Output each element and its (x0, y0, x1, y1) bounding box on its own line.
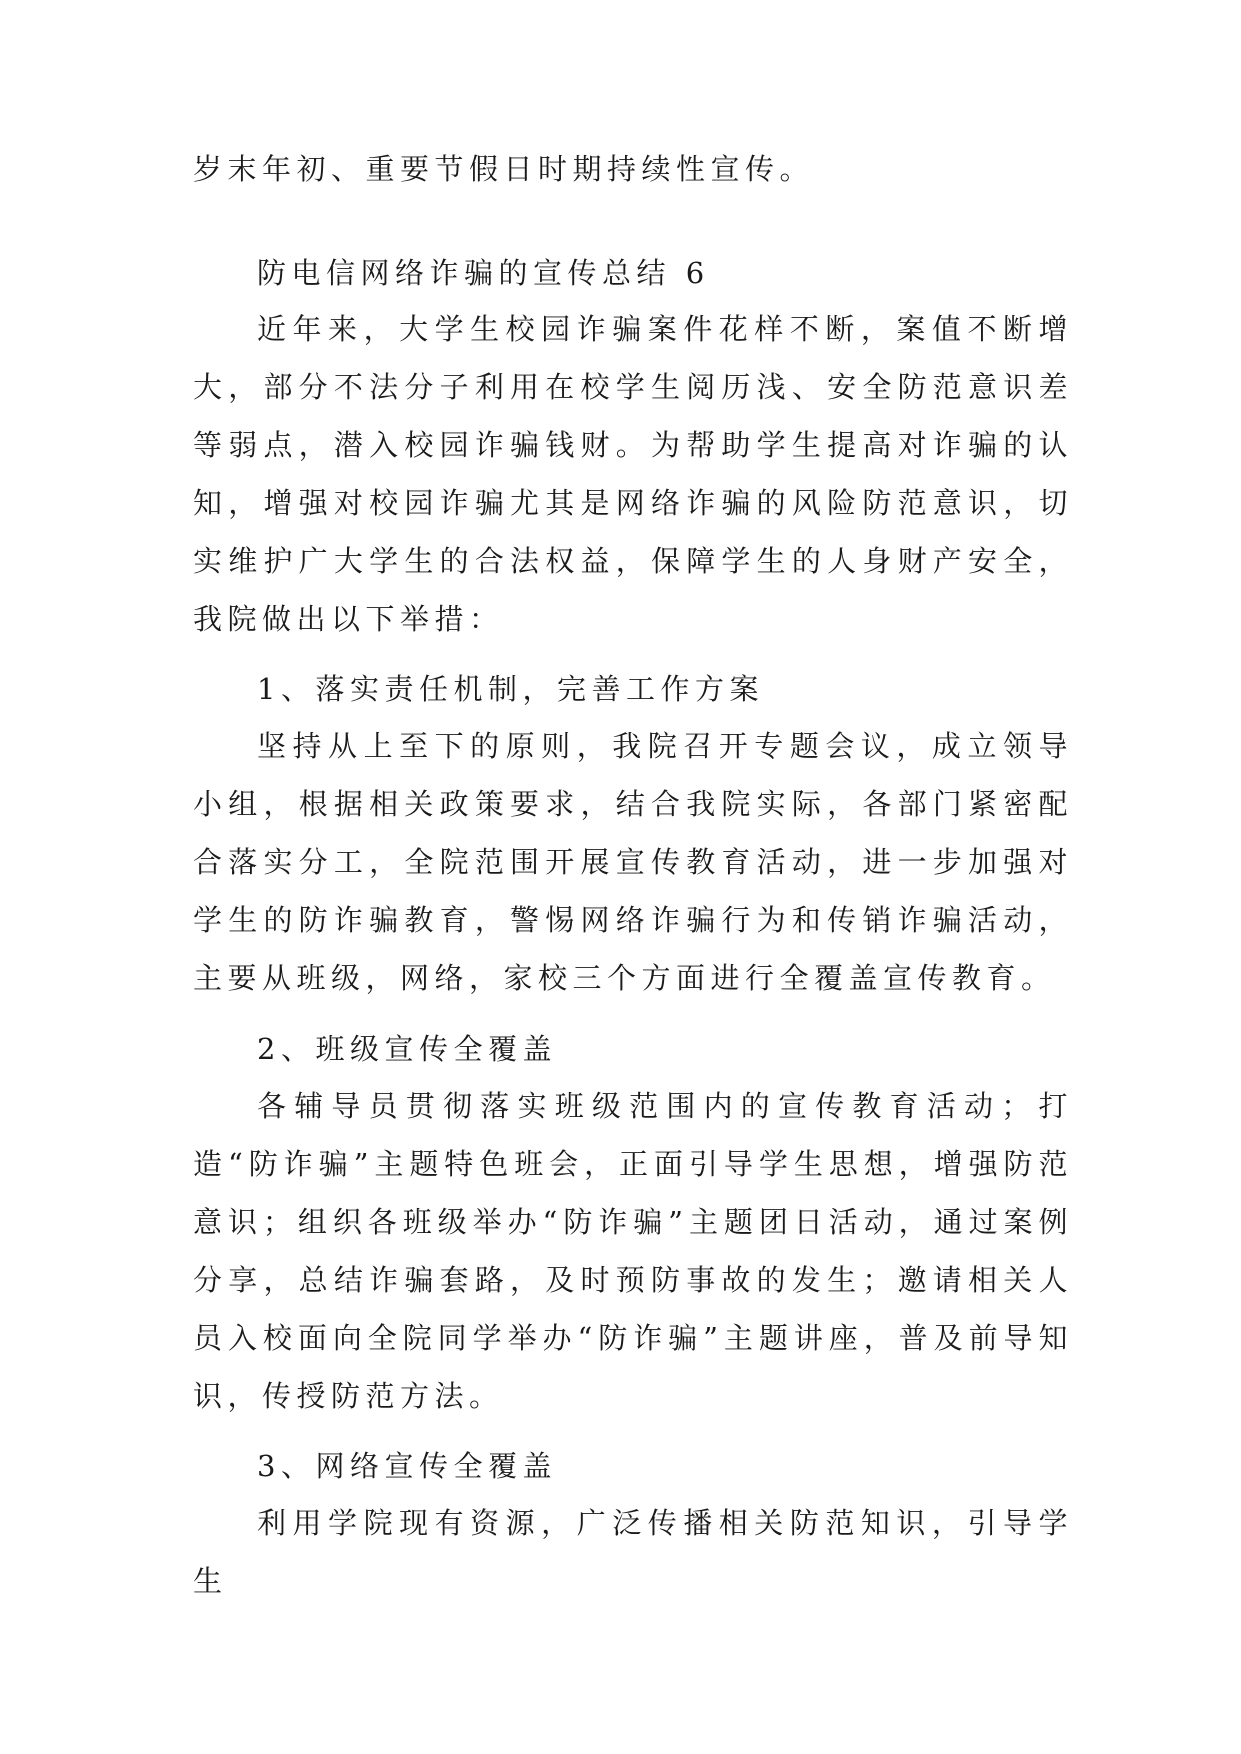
section-title: 防电信网络诈骗的宣传总结 6 (257, 256, 710, 290)
paragraph-network-publicity: 利用学院现有资源，广泛传播相关防范知识，引导学生 (193, 1506, 1073, 1598)
heading-network-publicity: 3、网络宣传全覆盖 (257, 1449, 557, 1483)
intro-tail-text: 岁末年初、重要节假日时期持续性宣传。 (193, 152, 815, 186)
heading-responsibility: 1、落实责任机制，完善工作方案 (257, 672, 764, 706)
paragraph-responsibility: 坚持从上至下的原则，我院召开专题会议，成立领导小组，根据相关政策要求，结合我院实际，各部门紧密配合落实分工，全院范围开展宣传教育活动，进一步加强对学生的防诈骗教育，警惕网络诈骗行为和传销诈骗活动，主要从班级，网络，家校三个方面进行全覆盖宣传教育。 (193, 729, 1073, 995)
paragraph-class-publicity: 各辅导员贯彻落实班级范围内的宣传教育活动；打造“防诈骗”主题特色班会，正面引导学生思想，增强防范意识；组织各班级举办“防诈骗”主题团日活动，通过案例分享，总结诈骗套路，及时预防事故的发生；邀请相关人员入校面向全院同学举办“防诈骗”主题讲座，普及前导知识，传授防范方法。 (193, 1089, 1073, 1413)
paragraph-intro: 近年来，大学生校园诈骗案件花样不断，案值不断增大，部分不法分子利用在校学生阅历浅、安全防范意识差等弱点，潜入校园诈骗钱财。为帮助学生提高对诈骗的认知，增强对校园诈骗尤其是网络诈骗的风险防范意识，切实维护广大学生的合法权益，保障学生的人身财产安全，我院做出以下举措： (193, 312, 1073, 636)
heading-class-publicity: 2、班级宣传全覆盖 (257, 1032, 557, 1066)
